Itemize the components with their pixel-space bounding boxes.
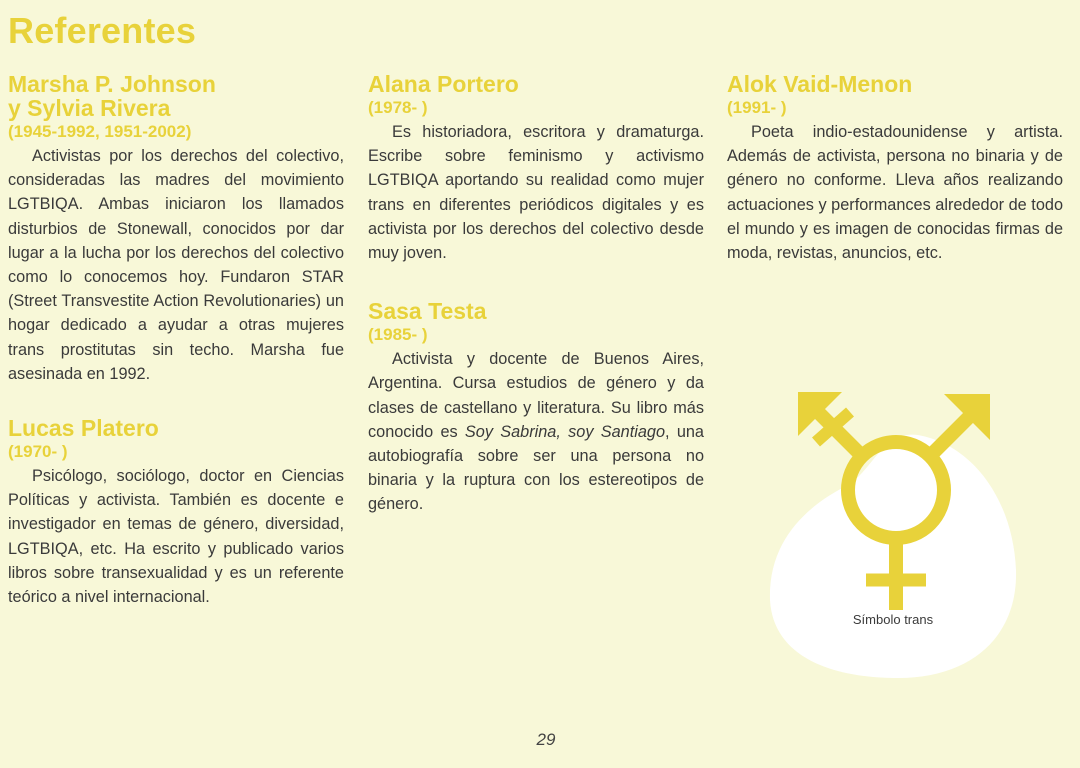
transgender-symbol-icon bbox=[790, 380, 1002, 612]
bio-text: Es historiadora, escritora y dramaturga. Escribe sobre feminismo y activismo LGTBIQA aportando su realidad como mujer trans en diferentes periódicos digitales y es activista por los derechos del colectivo desde muy joven. bbox=[368, 123, 704, 263]
bio-dates: (1945-1992, 1951-2002) bbox=[8, 122, 192, 141]
bio-name bbox=[8, 72, 344, 120]
page-title: Referentes bbox=[8, 10, 197, 51]
column-right bbox=[727, 72, 1063, 281]
bio-text: Activistas por los derechos del colectivo, consideradas las madres del movimiento LGTBIQA. Ambas iniciaron los llamados disturbios de Stonewall, conocidos por dar lugar a la lucha por los derechos del colectivo como lo conocemos hoy. Fundaron STAR (Street Transvestite Action Revolutionaries) un hogar dedicado a ayudar a otras mujeres trans prostitutas sin techo. Marsha fue asesinada en 1992. bbox=[8, 147, 344, 383]
bio-text: Psicólogo, sociólogo, doctor en Ciencias Políticas y activista. También es docente e investigador en temas de género, diversidad, LGTBIQA, etc. Ha escrito y publicado varios libros sobre transexualidad y es un referente teórico a nivel internacional. bbox=[8, 467, 344, 607]
bio-dates: (1970- ) bbox=[8, 442, 68, 462]
bio-name: Alana Portero bbox=[368, 71, 519, 97]
column-left bbox=[8, 72, 344, 625]
bio-text: Poeta indio-estadounidense y artista. Además de activista, persona no binaria y de género no conforme. Lleva años realizando actuaciones y performances alrededor de todo el mundo y es imagen de conocidas firmas de moda, revistas, anuncios, etc. bbox=[727, 123, 1063, 263]
page-number: 29 bbox=[536, 730, 556, 749]
bio-dates: (1991- ) bbox=[727, 98, 787, 117]
symbol-caption: Símbolo trans bbox=[852, 612, 934, 627]
column-middle bbox=[368, 72, 704, 533]
bio-name: Sasa Testa bbox=[368, 298, 487, 325]
bio-name: Lucas Platero bbox=[8, 415, 159, 442]
bio-lucas-platero bbox=[8, 416, 344, 609]
bio-dates: (1985- ) bbox=[368, 325, 428, 345]
bio-alok-vaid-menon bbox=[727, 72, 1063, 265]
bio-dates: (1978- ) bbox=[368, 98, 428, 117]
bio-name-line2: y Sylvia Rivera bbox=[8, 95, 171, 121]
bio-name: Alok Vaid-Menon bbox=[727, 71, 913, 97]
book-title: Soy Sabrina, soy Santiago bbox=[464, 422, 666, 441]
bio-text-after: , una autobiografía sobre ser una persona no binaria y la ruptura con los estereotipos de género. bbox=[368, 422, 704, 514]
bio-name-line1: Marsha P. Johnson bbox=[8, 71, 216, 97]
bio-text-before: Activista y docente de Buenos Aires, Argentina. Cursa estudios de género y da clases de castellano y literatura. Su libro más conocido es bbox=[368, 350, 704, 441]
bio-alana-portero bbox=[368, 72, 704, 265]
bio-text bbox=[368, 347, 704, 516]
bio-sasa-testa bbox=[368, 299, 704, 516]
bio-marsha-sylvia bbox=[8, 72, 344, 386]
